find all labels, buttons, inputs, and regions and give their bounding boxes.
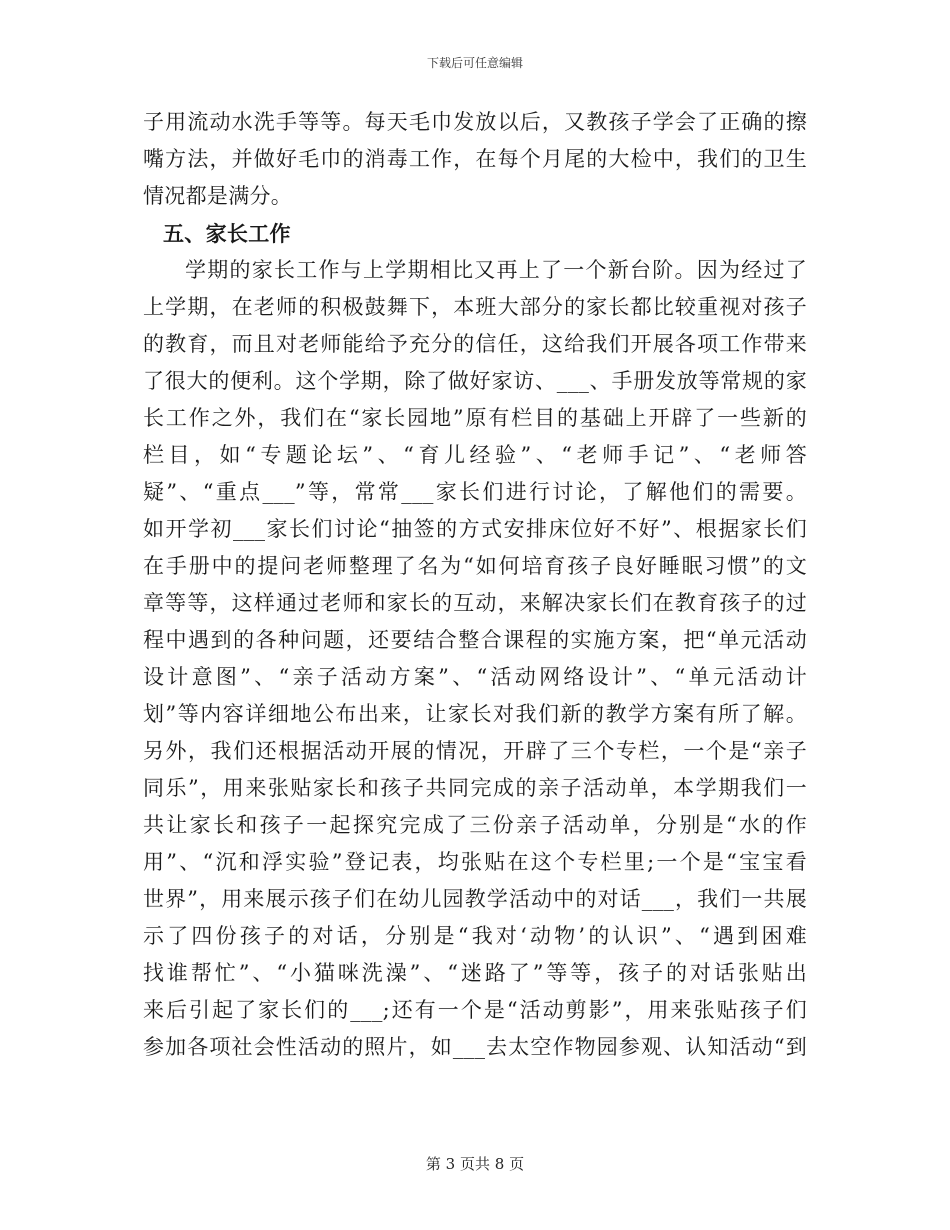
page-header: 下载后可任意编辑 [426, 56, 523, 70]
text-line: 长工作之外，我们在“家长园地”原有栏目的基础上开辟了一些新的 [143, 406, 807, 430]
text-line: 共让家长和孩子一起探究完成了三份亲子活动单，分别是“水的作 [143, 813, 807, 837]
text-line: 找谁帮忙”、“小猫咪洗澡”、“迷路了”等等，孩子的对话张贴出 [143, 961, 807, 985]
text-line: 划”等内容详细地公布出来，让家长对我们新的教学方案有所了解。 [143, 702, 807, 726]
text-line: 同乐”，用来张贴家长和孩子共同完成的亲子活动单，本学期我们一 [143, 776, 807, 800]
text-line: 来后引起了家长们的___;还有一个是“活动剪影”，用来张贴孩子们 [143, 998, 807, 1022]
text-line: 了很大的便利。这个学期，除了做好家访、___、手册发放等常规的家 [143, 369, 807, 393]
text-line: 上学期，在老师的积极鼓舞下，本班大部分的家长都比较重视对孩子 [143, 295, 807, 319]
paragraph-first-line: 学期的家长工作与上学期相比又再上了一个新台阶。因为经过了 [185, 258, 807, 282]
text-line: 参加各项社会性活动的照片，如___去太空作物园参观、认知活动“到 [143, 1035, 807, 1059]
text-line: 设计意图”、“亲子活动方案”、“活动网络设计”、“单元活动计 [143, 665, 807, 689]
text-line: 世界”，用来展示孩子们在幼儿园教学活动中的对话___，我们一共展 [143, 887, 807, 911]
text-line: 用”、“沉和浮实验”登记表，均张贴在这个专栏里;一个是“宝宝看 [143, 850, 807, 874]
text-line: 的教育，而且对老师能给予充分的信任，这给我们开展各项工作带来 [143, 332, 807, 356]
text-line: 示了四份孩子的对话，分别是“我对‘动物’的认识”、“遇到困难 [143, 924, 807, 948]
text-line: 如开学初___家长们讨论“抽签的方式安排床位好不好”、根据家长们 [143, 517, 807, 541]
text-line: 另外，我们还根据活动开展的情况，开辟了三个专栏，一个是“亲子 [143, 739, 807, 763]
text-line: 情况都是满分。 [143, 184, 293, 208]
section-heading: 五、家长工作 [163, 221, 291, 246]
text-line: 疑”、“重点___”等，常常___家长们进行讨论，了解他们的需要。 [143, 480, 807, 504]
text-line: 栏目，如“专题论坛”、“育儿经验”、“老师手记”、“老师答 [143, 443, 807, 467]
document-body [143, 104, 807, 1066]
text-line: 嘴方法，并做好毛巾的消毒工作，在每个月尾的大检中，我们的卫生 [143, 147, 807, 171]
text-line: 章等等，这样通过老师和家长的互动，来解决家长们在教育孩子的过 [143, 591, 807, 615]
text-line: 在手册中的提问老师整理了名为“如何培育孩子良好睡眠习惯”的文 [143, 554, 807, 578]
text-line: 程中遇到的各种问题，还要结合整合课程的实施方案，把“单元活动 [143, 628, 807, 652]
page-number: 第 3 页共 8 页 [425, 1155, 525, 1173]
text-line: 子用流动水洗手等等。每天毛巾发放以后，又教孩子学会了正确的擦 [143, 110, 807, 134]
